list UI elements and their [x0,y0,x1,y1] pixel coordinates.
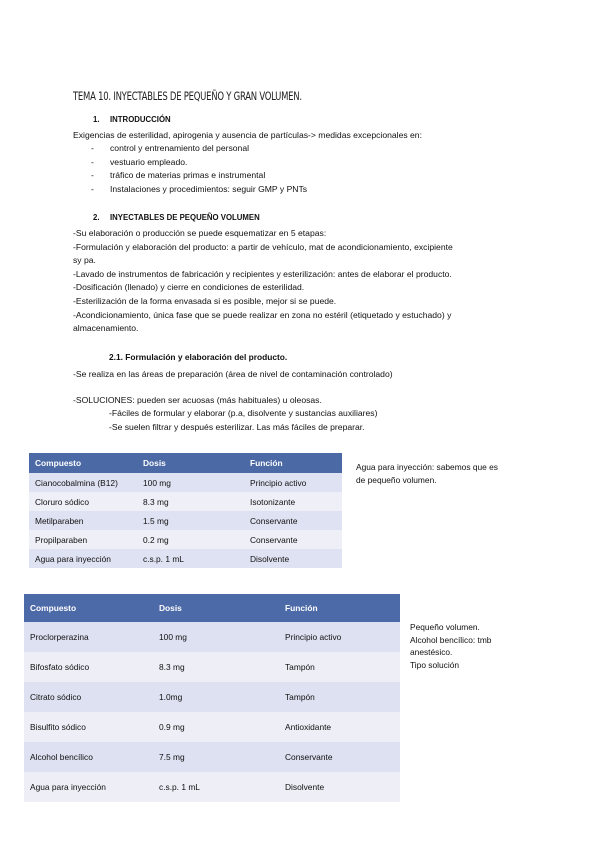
table-cell: c.s.p. 1 mL [153,772,279,802]
paragraph-line: -Esterilización de la forma envasada si es posible, mejor si se puede. [73,295,337,306]
section21-line1: -Se realiza en las áreas de preparación (área de nivel de contaminación controlado) [73,369,393,379]
section2-heading: INYECTABLES DE PEQUEÑO VOLUMEN [110,213,260,222]
table-cell: 7.5 mg [153,742,279,772]
table-cell: Agua para inyección [24,772,153,802]
table-cell: 1.5 mg [137,511,244,530]
table-cell: Conservante [279,742,400,772]
table-row [24,622,400,652]
section1-heading: INTRODUCCIÓN [110,115,171,124]
paragraph-line: -Acondicionamiento, única fase que se puede realizar en zona no estéril (etiquetado y estuchado) y [73,309,452,320]
section21-line2: -SOLUCIONES: pueden ser acuosas (más habituales) u oleosas. [73,395,322,405]
page-title: TEMA 10. INYECTABLES DE PEQUEÑO Y GRAN VOLUMEN. [73,89,302,103]
paragraph-line: -Formulación y elaboración del producto: a partir de vehículo, mat de acondicionamiento, excipiente [73,241,453,252]
section21-line4: -Se suelen filtrar y después esterilizar. Las más fáciles de preparar. [109,422,365,432]
table-row [29,549,342,568]
column-header: Función [279,594,400,622]
table-cell: Bifosfato sódico [24,652,153,682]
table-cell: Bisulfito sódico [24,712,153,742]
section2-body [73,227,453,336]
note-line: de pequeño volumen. [356,474,437,485]
table2-note [410,621,491,671]
table-row [29,473,342,492]
column-header: Función [244,453,342,473]
table-cell: 100 mg [137,473,244,492]
table-header-row [29,453,342,473]
composition-table-1 [29,453,342,568]
list-item: - tráfico de materias primas e instrumental [91,170,266,181]
note-line: anestésico. [410,647,453,657]
table-cell: 100 mg [153,622,279,652]
table-cell: Conservante [244,511,342,530]
section1-intro: Exigencias de esterilidad, apirogenia y ausencia de partículas-> medidas excepcionales en: [73,130,422,140]
table-row [24,712,400,742]
note-line: Pequeño volumen. [410,622,480,632]
table-cell: 8.3 mg [153,652,279,682]
note-line: Alcohol bencílico: tmb [410,634,492,645]
table-cell: Metilparaben [29,511,137,530]
table-cell: Disolvente [244,549,342,568]
list-item: - control y entrenamiento del personal [91,143,250,153]
table-cell: Propilparaben [29,530,137,549]
table1-note [356,461,498,486]
table-row [24,682,400,712]
table-cell: Antioxidante [279,712,400,742]
column-header: Compuesto [29,453,137,473]
section21-line3: -Fáciles de formular y elaborar (p.a, disolvente y sustancias auxiliares) [109,408,378,418]
table-cell: Disolvente [279,772,400,802]
section2-number: 2. [93,213,100,222]
table-cell: Isotonizante [244,492,342,511]
section21-heading: 2.1. Formulación y elaboración del producto. [109,352,288,362]
table-cell: 1.0mg [153,682,279,712]
table-header-row [24,594,400,622]
list-item: - vestuario empleado. [91,156,188,167]
table-row [24,652,400,682]
table-row [29,511,342,530]
table-row [24,742,400,772]
table-cell: Principio activo [244,473,342,492]
table-cell: Cianocobalmina (B12) [29,473,137,492]
table-cell: 0.9 mg [153,712,279,742]
paragraph-line: -Lavado de instrumentos de fabricación y recipientes y esterilización: antes de elaborar el producto. [73,268,452,279]
list-item: - Instalaciones y procedimientos: seguir GMP y PNTs [91,183,308,194]
table-cell: 8.3 mg [137,492,244,511]
table-cell: Principio activo [279,622,400,652]
paragraph-line: -Dosificación (llenado) y cierre en condiciones de esterilidad. [73,282,305,293]
table-cell: Tampón [279,682,400,712]
table-row [29,530,342,549]
paragraph-line: -Su elaboración o producción se puede esquematizar en 5 etapas: [73,228,327,238]
table-cell: c.s.p. 1 mL [137,549,244,568]
table-cell: 0.2 mg [137,530,244,549]
table-cell: Tampón [279,652,400,682]
table-cell: Alcohol bencílico [24,742,153,772]
column-header: Dosis [137,453,244,473]
composition-table-2 [24,594,400,802]
table-cell: Citrato sódico [24,682,153,712]
table-cell: Proclorperazina [24,622,153,652]
note-line: Agua para inyección: sabemos que es [356,462,498,472]
section1-bullet-list [91,142,307,196]
table-cell: Agua para inyección [29,549,137,568]
paragraph-line: sy pa. [73,255,96,266]
section1-number: 1. [93,115,100,124]
column-header: Dosis [153,594,279,622]
note-line: Tipo solución [410,659,460,670]
paragraph-line: almacenamiento. [73,323,139,334]
column-header: Compuesto [24,594,153,622]
table-row [29,492,342,511]
table-cell: Cloruro sódico [29,492,137,511]
table-cell: Conservante [244,530,342,549]
table-row [24,772,400,802]
